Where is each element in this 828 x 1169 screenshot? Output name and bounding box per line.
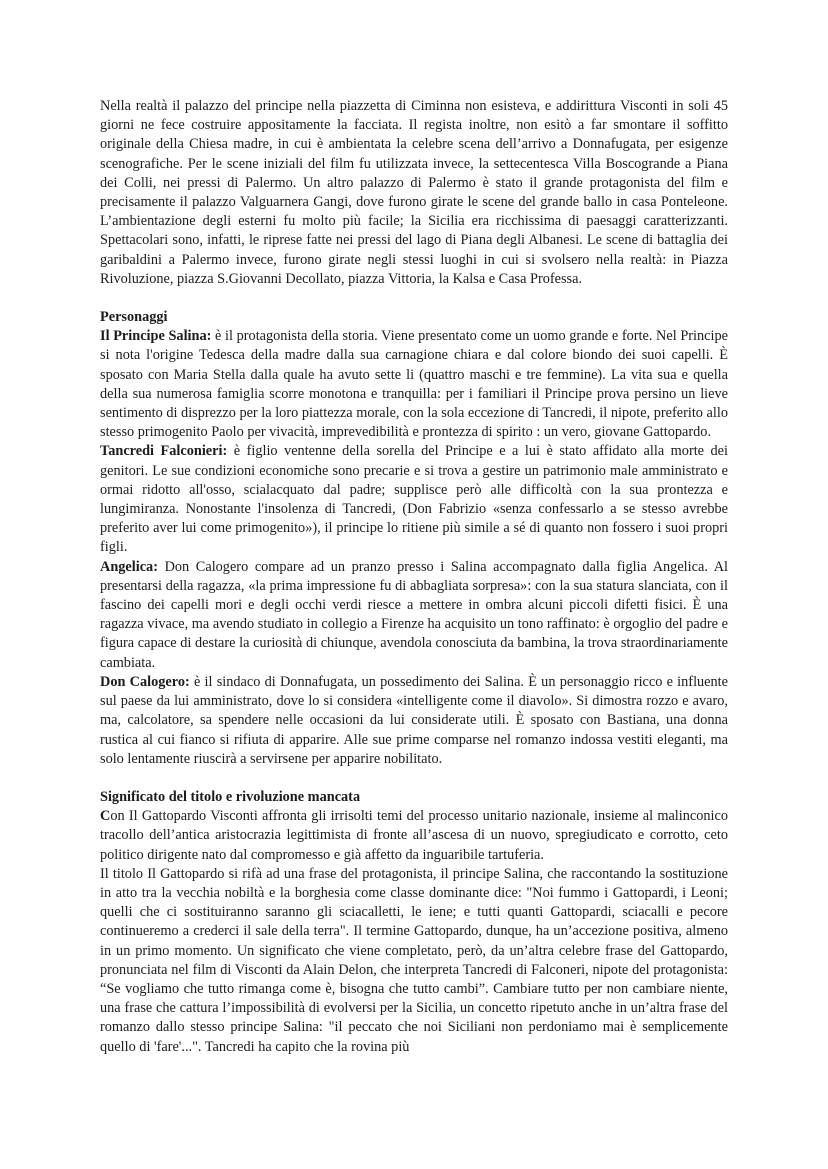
character-tancredi xyxy=(100,442,728,557)
character-description: è figlio ventenne della sorella del Principe e a lui è stato affidato alla morte dei genitori. Le sue condizioni economiche sono precarie e si trova a gestire un patrimonio male amministrato e ormai ridotto all'osso, scialacquato dal padre; supplisce però alle difficoltà con la sua prontezza e lungimiranza. Nonostante l'insolenza di Tancredi, (Don Fabrizio «senza confessarlo a se stesso avrebbe preferito aver lui come primogenito»), il principe lo ritiene più simile a sé di quanto non fossero i suoi propri figli. xyxy=(100,443,728,556)
character-principe-salina xyxy=(100,327,728,442)
section-heading-significato: Significato del titolo e rivoluzione mancata xyxy=(100,788,361,805)
character-name: Angelica: xyxy=(100,558,158,575)
significato-paragraph-1 xyxy=(100,807,728,865)
initial-letter: C xyxy=(100,808,111,825)
significato-paragraph-2: Il titolo Il Gattopardo si rifà ad una frase del protagonista, il principe Salina, che raccontando la sostituzione in atto tra la vecchia nobiltà e la borghesia come classe dominante dice: "Noi fummo i Gattopardi, i Leoni; quelli che ci sostituiranno saranno gli sciacalletti, le iene; e tutti quanti Gattopardi, sciacalli e pecore continueremo a crederci il sale della terra". Il termine Gattopardo, dunque, ha un’accezione positiva, almeno in un primo momento. Un significato che viene completato, però, da un’altra celebre frase del Gattopardo, pronunciata nel film di Visconti da Alain Delon, che interpreta Tancredi di Falconeri, nipote del protagonista: “Se vogliamo che tutto rimanga come è, bisogna che tutto cambi”. Cambiare tutto per non cambiare niente, una frase che cattura l’impossibilità di evolversi per la Sicilia, un concetto ripetuto anche in un’altra frase del romanzo dallo stesso principe Salina: "il peccato che noi Siciliani non perdoniamo mai è semplicemente quello di 'fare'...". Tancredi ha capito che la rovina più xyxy=(100,865,728,1055)
character-don-calogero xyxy=(100,673,728,769)
character-name: Don Calogero: xyxy=(100,673,190,690)
paragraph-text: on Il Gattopardo Visconti affronta gli irrisolti temi del processo unitario nazionale, insieme al malinconico tracollo dell’antica aristocrazia legittimista di fronte all’ascesa di un nuovo, spregiudicato e corrotto, ceto politico dirigente nato dal compromesso e già affetto da inguaribile tartuferia. xyxy=(100,808,728,863)
spacer xyxy=(100,289,728,308)
spacer xyxy=(100,769,728,788)
character-name: Il Principe Salina: xyxy=(100,328,212,345)
character-description: è il sindaco di Donnafugata, un possedimento dei Salina. È un personaggio ricco e influente sul paese da lui amministrato, dove lo si considera «intelligente come il diavolo». Si dimostra rozzo e avaro, ma, calcolatore, sa spendere nelle occasioni da lui considerate utili. È sposato con Bastiana, una donna rustica al cui fianco si rifiuta di apparire. Alle sue prime comparse nel romanzo indossa vestiti eleganti, ma solo lentamente riuscirà a servirsene per apparire nobilitato. xyxy=(100,673,728,767)
intro-paragraph: Nella realtà il palazzo del principe nella piazzetta di Ciminna non esisteva, e addirittura Visconti in soli 45 giorni ne fece costruire appositamente la facciata. Il regista inoltre, non esitò a far smontare il soffitto originale della Chiesa madre, in cui è ambientata la celebre scena dell’arrivo a Donnafugata, per esigenze scenografiche. Per le scene iniziali del film fu utilizzata invece, la settecentesca Villa Boscogrande a Piana dei Colli, nei pressi di Palermo. Un altro palazzo di Palermo è stato il grande protagonista del film e precisamente il palazzo Valguarnera Gangi, dove furono girate le scene del grande ballo in casa Ponteleone. L’ambientazione degli esterni fu molto più facile; la Sicilia era ricchissima di paesaggi caratterizzanti. Spettacolari sono, infatti, le riprese fatte nei pressi del lago di Piana degli Albanesi. Le scene di battaglia dei garibaldini a Palermo invece, furono girate negli stessi luoghi in cui si svolsero nella realtà: in Piazza Rivoluzione, piazza S.Giovanni Decollato, piazza Vittoria, la Kalsa e Casa Professa. xyxy=(100,98,728,287)
character-angelica xyxy=(100,558,728,673)
character-description: è il protagonista della storia. Viene presentato come un uomo grande e forte. Nel Principe si nota l'origine Tedesca della madre dalla sua carnagione chiara e dal colore biondo dei suoi capelli. È sposato con Maria Stella dalla quale ha avuto sette li (quattro maschi e tre femmine). La vita sua e quella della sua numerosa famiglia scorre monotona e tranquilla: per i familiari il Principe prova persino un lieve sentimento di disprezzo per la loro piattezza morale, con la sola eccezione di Tancredi, il nipote, preferito allo stesso primogenito Paolo per vivacità, imprevedibilità e prontezza di spirito : un vero, giovane Gattopardo. xyxy=(100,328,728,441)
section-heading-personaggi: Personaggi xyxy=(100,309,168,326)
character-description: Don Calogero compare ad un pranzo presso i Salina accompagnato dalla figlia Angelica. Al presentarsi della ragazza, «la prima impressione fu di abbagliata sorpresa»: con la sua statura slanciata, con il fascino dei capelli mori e degli occhi verdi riesce a mettere in ombra alcuni piccoli difetti fisici. È una ragazza vivace, ma avendo studiato in collegio a Firenze ha acquisito un tono raffinato: è orgoglio del padre e figura capace di destare la curiosità di chiunque, avendola conosciuta da bambina, la trova straordinariamente cambiata. xyxy=(100,558,728,671)
character-name: Tancredi Falconieri: xyxy=(100,443,228,460)
